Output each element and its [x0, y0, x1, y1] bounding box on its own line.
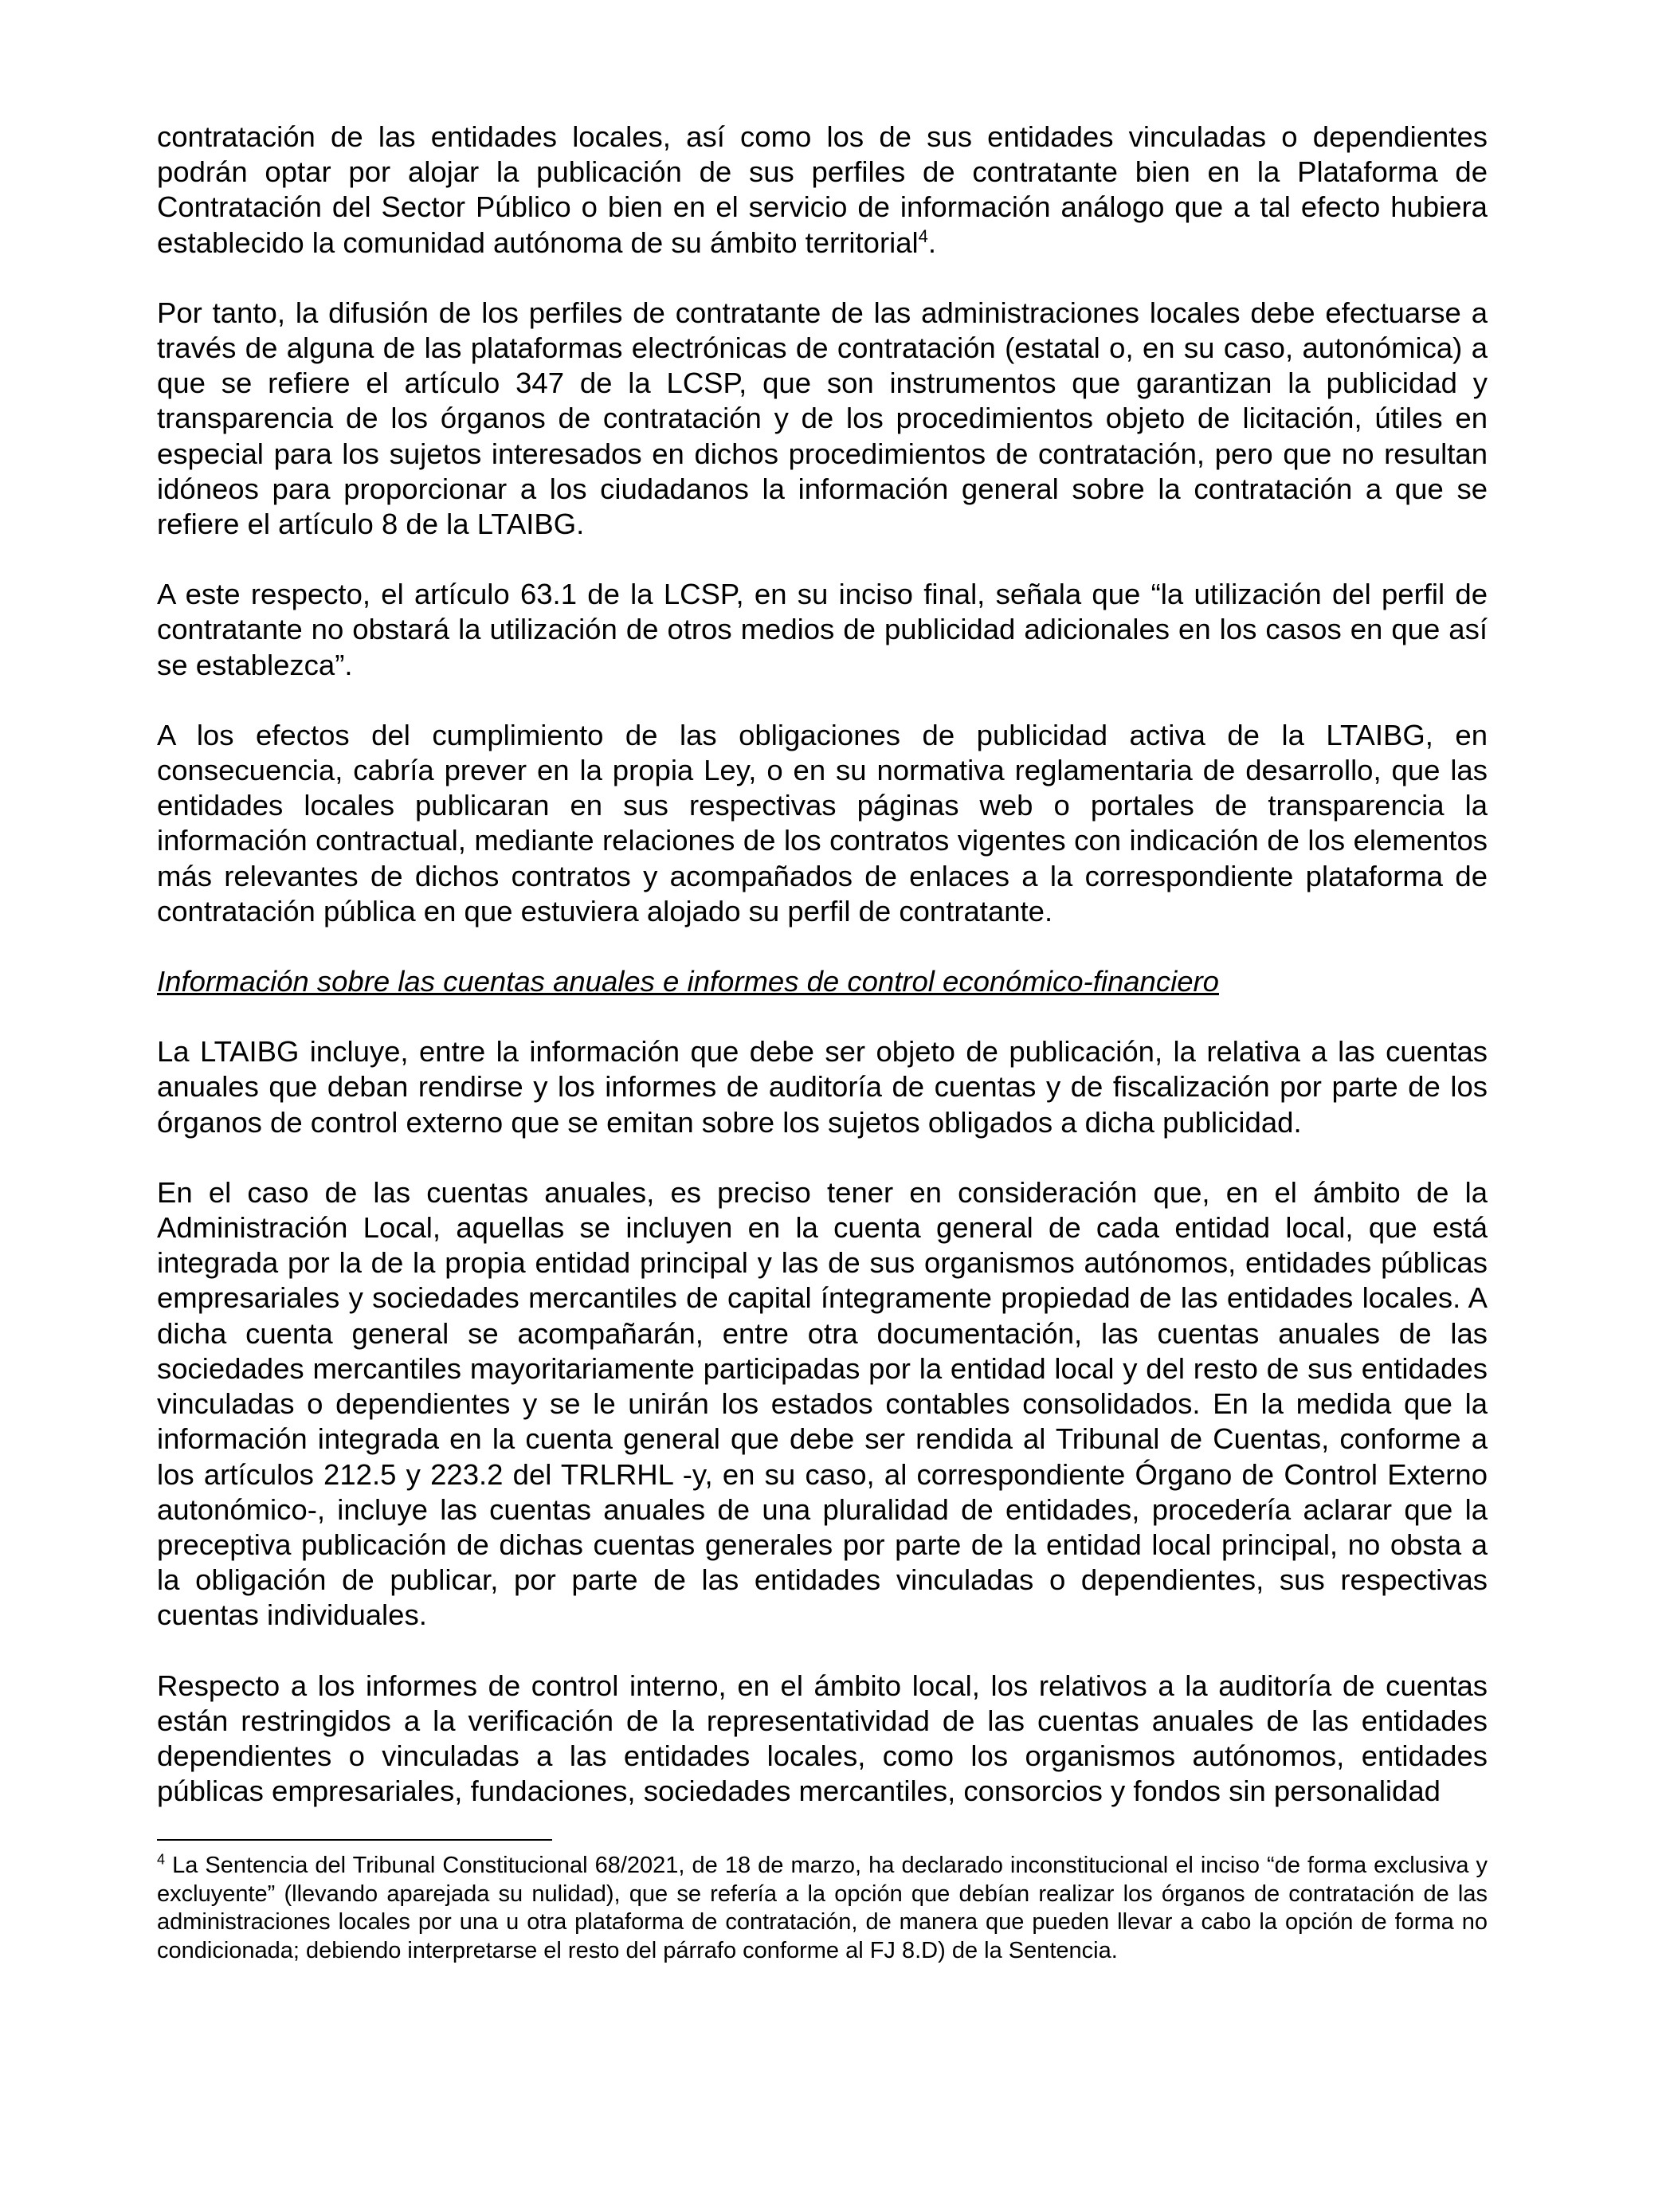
paragraph-active-publicity: [157, 718, 1488, 929]
footnote-divider: [157, 1839, 552, 1841]
paragraph-text: Respecto a los informes de control interno, en el ámbito local, los relativos a la auditoría de cuentas están restringidos a la verificación de la representatividad de las cuentas anuales de las entidades dependientes o vinculadas a las entidades locales, como los organismos autónomos, entidades públicas empresariales, fundaciones, sociedades mercantiles, consorcios y fondos sin personalidad: [157, 1669, 1488, 1808]
footnote-area: [157, 1839, 1488, 1965]
paragraph-text: La LTAIBG incluye, entre la información que debe ser objeto de publicación, la relativa a las cuentas anuales que deban rendirse y los informes de auditoría de cuentas y de fiscalización por parte de los órganos de control externo que se emitan sobre los sujetos obligados a dicha publicidad.: [157, 1035, 1488, 1139]
paragraph-text: A los efectos del cumplimiento de las obligaciones de publicidad activa de la LTAIBG, en consecuencia, cabría prever en la propia Ley, o en su normativa reglamentaria de desarrollo, que las entidades locales publicaran en sus respectivas páginas web o portales de transparencia la información contractual, mediante relaciones de los contratos vigentes con indicación de los elementos más relevantes de dichos contratos y acompañados de enlaces a la correspondiente plataforma de contratación pública en que estuviera alojado su perfil de contratante.: [157, 718, 1488, 928]
footnote-reference[interactable]: 4: [918, 226, 928, 246]
paragraph-article-63: [157, 577, 1488, 683]
document-body: [157, 120, 1488, 1844]
paragraph-text: contratación de las entidades locales, así como los de sus entidades vinculadas o dependientes podrán optar por alojar la publicación de sus perfiles de contratante bien en la Plataforma de Contratación del Sector Público o bien en el servicio de información análogo que a tal efecto hubiera establecido la comunidad autónoma de su ámbito territorial: [157, 120, 1488, 259]
paragraph-text: En el caso de las cuentas anuales, es preciso tener en consideración que, en el ámbito de la Administración Local, aquellas se incluyen en la cuenta general de cada entidad local, que está integrada por la de la propia entidad principal y las de sus organismos autónomos, entidades públicas empresariales y sociedades mercantiles de capital íntegramente propiedad de las entidades locales. A dicha cuenta general se acompañarán, entre otra documentación, las cuentas anuales de las sociedades mercantiles mayoritariamente participadas por la entidad local y del resto de sus entidades vinculadas o dependientes y se le unirán los estados contables consolidados. En la medida que la información integrada en la cuenta general que debe ser rendida al Tribunal de Cuentas, conforme a los artículos 212.5 y 223.2 del TRLRHL -y, en su caso, al correspondiente Órgano de Control Externo autonómico-, incluye las cuentas anuales de una pluralidad de entidades, procedería aclarar que la preceptiva publicación de dichas cuentas generales por parte de la entidad local principal, no obsta a la obligación de publicar, por parte de las entidades vinculadas o dependientes, sus respectivas cuentas individuales.: [157, 1175, 1488, 1632]
paragraph-contracting-platforms: [157, 120, 1488, 261]
paragraph-profile-diffusion: [157, 296, 1488, 542]
paragraph-text: A este respecto, el artículo 63.1 de la LCSP, en su inciso final, señala que “la utilización del perfil de contratante no obstará la utilización de otros medios de publicidad adicionales en los casos en que así se establezca”.: [157, 578, 1488, 681]
paragraph-ltaibg-accounts: [157, 1034, 1488, 1140]
section-heading: Información sobre las cuentas anuales e informes de control económico-financiero: [157, 965, 1219, 998]
paragraph-annual-accounts: [157, 1175, 1488, 1634]
footnote-marker: 4: [157, 1851, 166, 1868]
paragraph-internal-control: [157, 1669, 1488, 1810]
paragraph-tail: .: [927, 226, 937, 259]
footnote-4: [157, 1852, 1488, 1965]
paragraph-text: Por tanto, la difusión de los perfiles de contratante de las administraciones locales debe efectuarse a través de alguna de las plataformas electrónicas de contratación (estatal o, en su caso, autonómica) a que se refiere el artículo 347 de la LCSP, que son instrumentos que garantizan la publicidad y transparencia de los órganos de contratación y de los procedimientos objeto de licitación, útiles en especial para los sujetos interesados en dichos procedimientos de contratación, pero que no resultan idóneos para proporcionar a los ciudadanos la información general sobre la contratación a que se refiere el artículo 8 de la LTAIBG.: [157, 296, 1488, 541]
footnote-text: La Sentencia del Tribunal Constitucional 68/2021, de 18 de marzo, ha declarado inconstitucional el inciso “de forma exclusiva y excluyente” (llevando aparejada su nulidad), que se refería a la opción que debían realizar los órganos de contratación de las administraciones locales por una u otra plataforma de contratación, de manera que pueden llevar a cabo la opción de forma no condicionada; debiendo interpretarse el resto del párrafo conforme al FJ 8.D) de la Sentencia.: [157, 1853, 1488, 1963]
